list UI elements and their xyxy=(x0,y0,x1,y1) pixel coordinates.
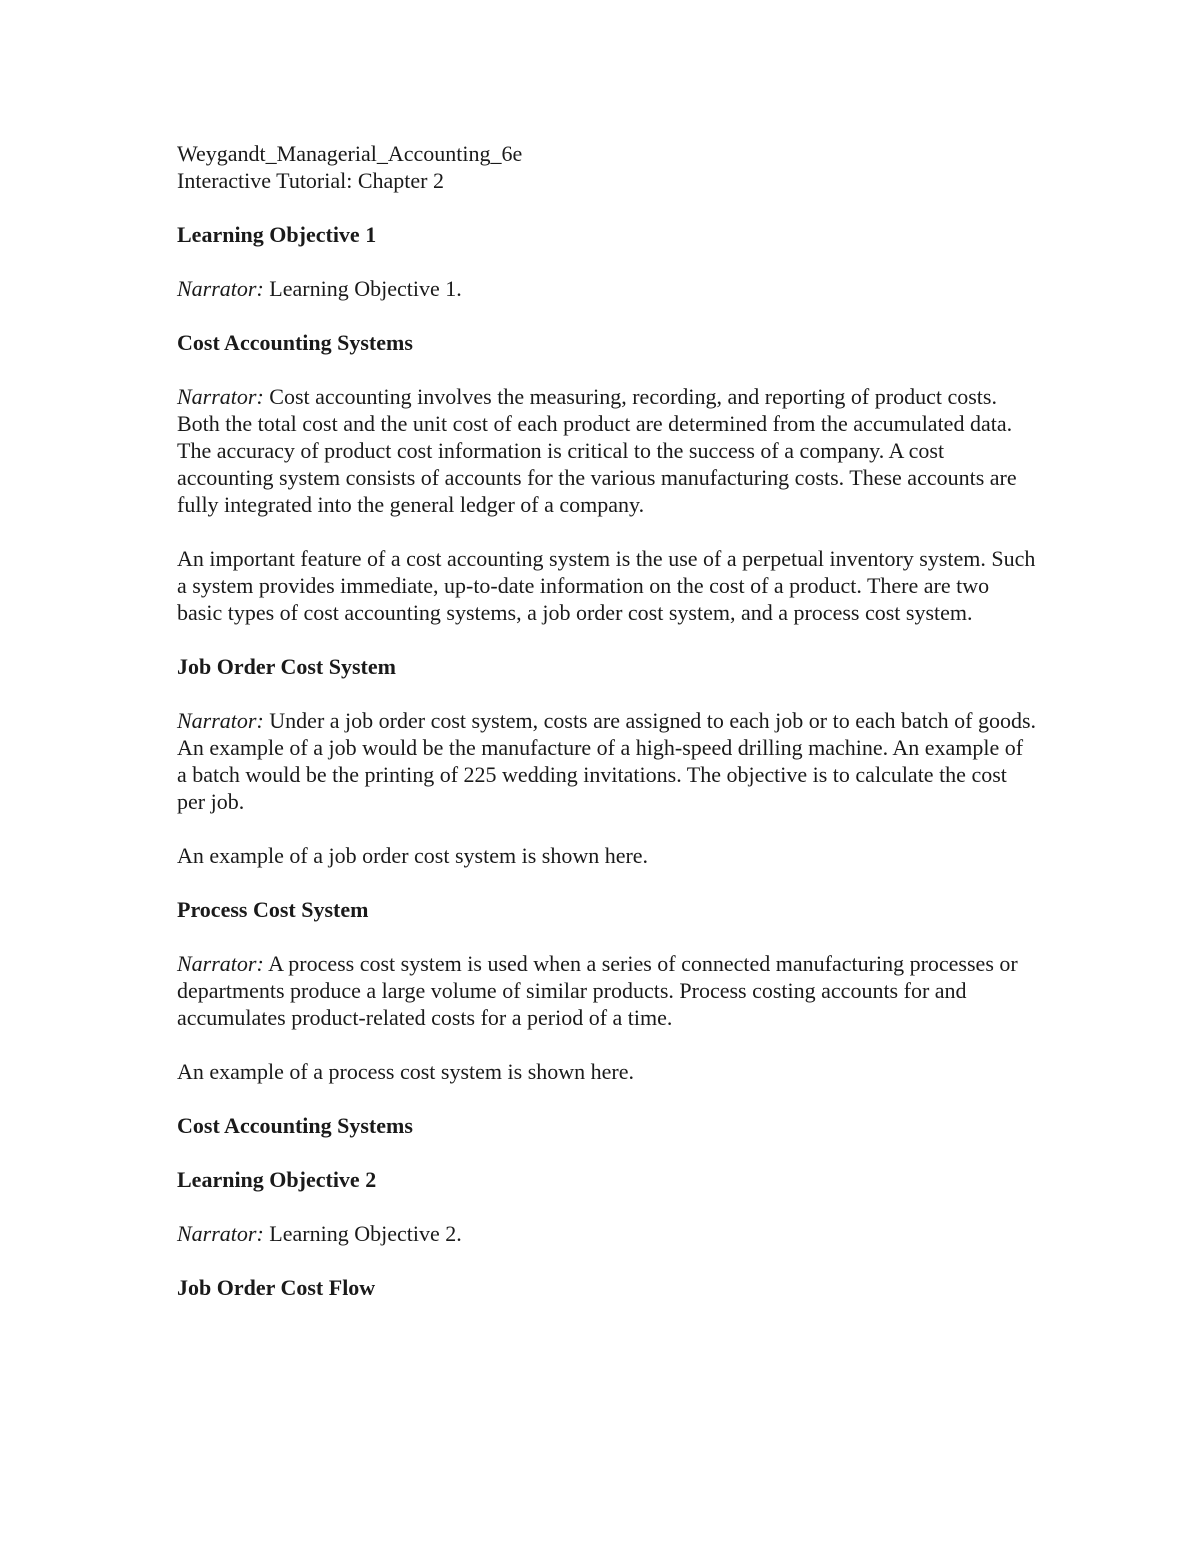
narrator-text: Learning Objective 2. xyxy=(263,1221,462,1246)
body-paragraph: An example of a job order cost system is shown here. xyxy=(177,843,649,868)
heading-learning-objective-2: Learning Objective 2 xyxy=(177,1167,377,1192)
narrator-label: Narrator: xyxy=(177,1221,264,1246)
heading-learning-objective-1: Learning Objective 1 xyxy=(177,222,377,247)
document-title: Weygandt_Managerial_Accounting_6e xyxy=(177,141,523,166)
heading-job-order-cost-system: Job Order Cost System xyxy=(177,654,396,679)
document-subtitle: Interactive Tutorial: Chapter 2 xyxy=(177,168,444,193)
narrator-label: Narrator: xyxy=(177,276,264,301)
heading-job-order-cost-flow: Job Order Cost Flow xyxy=(177,1275,376,1300)
narrator-paragraph xyxy=(177,383,1037,518)
heading-cost-accounting-systems: Cost Accounting Systems xyxy=(177,330,413,355)
narrator-text: Cost accounting involves the measuring, recording, and reporting of product costs. Both the total cost and the unit cost of each product are determined from the accumulated data. The accuracy of product cost information is critical to the success of a company. A cost accounting system consists of accounts for the various manufacturing costs. These accounts are fully integrated into the general ledger of a company. xyxy=(177,384,1017,517)
document-page xyxy=(177,140,1037,1328)
heading-cost-accounting-systems: Cost Accounting Systems xyxy=(177,1113,413,1138)
narrator-text: Learning Objective 1. xyxy=(263,276,462,301)
narrator-text: Under a job order cost system, costs are assigned to each job or to each batch of goods. An example of a job would be the manufacture of a high-speed drilling machine. An example of a batch would be the printing of 225 wedding invitations. The objective is to calculate the cost per job. xyxy=(177,708,1037,814)
narrator-paragraph xyxy=(177,707,1037,815)
narrator-label: Narrator: xyxy=(177,708,264,733)
document-header xyxy=(177,140,1037,194)
body-paragraph: An important feature of a cost accounting system is the use of a perpetual inventory system. Such a system provides immediate, up-to-date information on the cost of a product. There are two basic types of cost accounting systems, a job order cost system, and a process cost system. xyxy=(177,546,1036,625)
narrator-text: A process cost system is used when a series of connected manufacturing processes or departments produce a large volume of similar products. Process costing accounts for and accumulates product-related costs for a period of a time. xyxy=(177,951,1018,1030)
body-paragraph: An example of a process cost system is shown here. xyxy=(177,1059,635,1084)
narrator-paragraph xyxy=(177,275,1037,302)
narrator-paragraph xyxy=(177,1220,1037,1247)
narrator-label: Narrator: xyxy=(177,384,264,409)
heading-process-cost-system: Process Cost System xyxy=(177,897,369,922)
narrator-label: Narrator: xyxy=(177,951,264,976)
narrator-paragraph xyxy=(177,950,1037,1031)
